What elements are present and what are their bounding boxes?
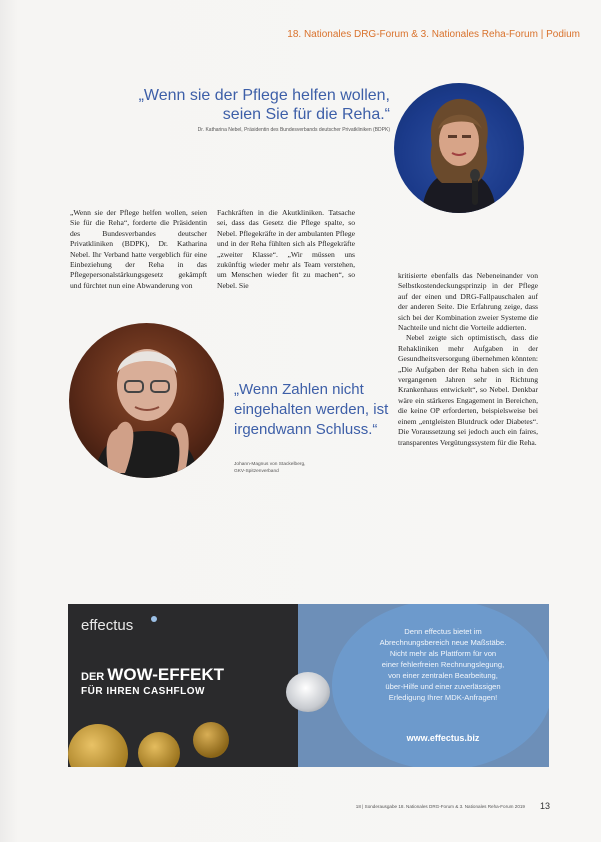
ad-body-line: von einer zentralen Bearbeitung, [388, 671, 498, 680]
ad-headline [81, 665, 224, 685]
ad-decorative-sphere [193, 722, 229, 758]
attribution-organization: GKV-Spitzenverband [234, 468, 279, 474]
ad-body-text [343, 626, 543, 703]
header-title: 18. Nationales DRG-Forum & 3. Nationales Reha-Forum [287, 29, 538, 40]
article-column-3 [398, 271, 538, 448]
running-header [200, 29, 580, 40]
ad-logo-dot-icon [151, 616, 157, 622]
article-paragraph: Nebel zeigte sich optimistisch, dass die Rehakliniken mehr Aufgaben in der Gesundheitsversorgung übernehmen könnten: „Die Aufgaben der Reha haben sich in den vergangenen Jahren sehr in Richtung Krankenhaus entwickelt“, so Nebel. Denkbar wäre ein stärkeres Engagement in Bereichen, die keine OP erforderten, beispielsweise bei einem „entgleisten Blutdruck oder Diabetes“. Die Voraussetzung sei jedoch auch ein faires, transparentes Vergütungssystem für die Reha. [398, 333, 538, 447]
ad-subheadline: FÜR IHREN CASHFLOW [81, 686, 205, 697]
portrait-photo-nebel [394, 83, 524, 213]
pull-quote-line-2: seien Sie für die Reha.“ [222, 106, 390, 123]
pull-quote-nebel [88, 86, 390, 124]
article-column-2 [217, 208, 355, 291]
header-separator: | [540, 29, 544, 40]
pull-quote-attribution-2 [234, 462, 384, 475]
ad-headline-main: WOW-EFFEKT [107, 665, 225, 684]
article-paragraph: „Wenn sie der Pflege helfen wollen, seien Sie für die Reha“, forderte die Präsidentin des Bundesverbandes deutscher Privatkliniken (BDPK), Dr. Katharina Nebel. Ihr Verband hatte vergeblich für eine Einbeziehung der Reha in das Pflegepersonalstärkungsgesetz gekämpft und fürchtet nun eine Abwanderung von [70, 208, 207, 290]
ad-body-line: über-Hilfe und einer zuverlässigen [385, 682, 501, 691]
portrait-photo-stackelberg [69, 323, 224, 478]
ad-body-line: Nicht mehr als Plattform für von [389, 649, 497, 658]
pull-quote-line-1: „Wenn sie der Pflege helfen wollen, [138, 87, 390, 104]
effectus-advertisement[interactable] [68, 604, 549, 767]
page-number: 13 [540, 801, 551, 811]
article-paragraph: kritisierte ebenfalls das Nebeneinander von Selbstkostendeckungsprinzip in der Pflege auf der einen und DRG-Fallpauschalen auf der anderen Seite. Die Erfahrung zeige, dass sich bei der Kombination zweier Systeme die Nachteile und nicht die Vorteile addierten. [398, 271, 538, 333]
ad-headline-prefix: DER [81, 671, 105, 683]
ad-body-line: einer fehlerfreien Rechnungslegung, [381, 660, 505, 669]
attribution-name: Johann-Magnus von Stackelberg, [234, 462, 306, 467]
pull-quote-stackelberg: „Wenn Zahlen nicht eingehalten werden, ist irgendwann Schluss.“ [234, 381, 389, 438]
header-section: Podium [546, 29, 580, 40]
article-column-1 [70, 208, 207, 291]
portrait-man-image [69, 323, 224, 478]
ad-decorative-splash [286, 672, 330, 712]
pull-quote-attribution: Dr. Katharina Nebel, Präsidentin des Bundesverbands deutscher Privatkliniken (BDPK) [197, 127, 390, 133]
article-paragraph: Fachkräften in die Akutkliniken. Tatsache sei, dass das Gesetz die Pflege spalte, so Nebel. Pflegekräfte in der ambulanten Pflege und in der Reha fühlten sich als Pflegekräfte „zweiter Klasse“. „Wir müssen uns zukünftig wieder mehr als Team verstehen, um Menschen wieder fit zu machen“, so Nebel. Sie [217, 208, 355, 290]
page-footer: 18 | Sonderausgabe 18. Nationales DRG-Forum & 3. Nationales Reha-Forum 2019 [355, 804, 525, 809]
ad-decorative-sphere [68, 724, 128, 767]
ad-body-line: Erledigung Ihrer MDK-Anfragen! [388, 693, 498, 702]
portrait-woman-image [394, 83, 524, 213]
ad-body-line: Abrechnungsbereich neue Maßstäbe. [379, 638, 507, 647]
ad-logo: effectus [81, 617, 134, 634]
ad-body-line: Denn effectus bietet im [404, 627, 482, 636]
ad-url-link[interactable]: www.effectus.biz [406, 733, 480, 743]
ad-decorative-sphere [138, 732, 180, 767]
